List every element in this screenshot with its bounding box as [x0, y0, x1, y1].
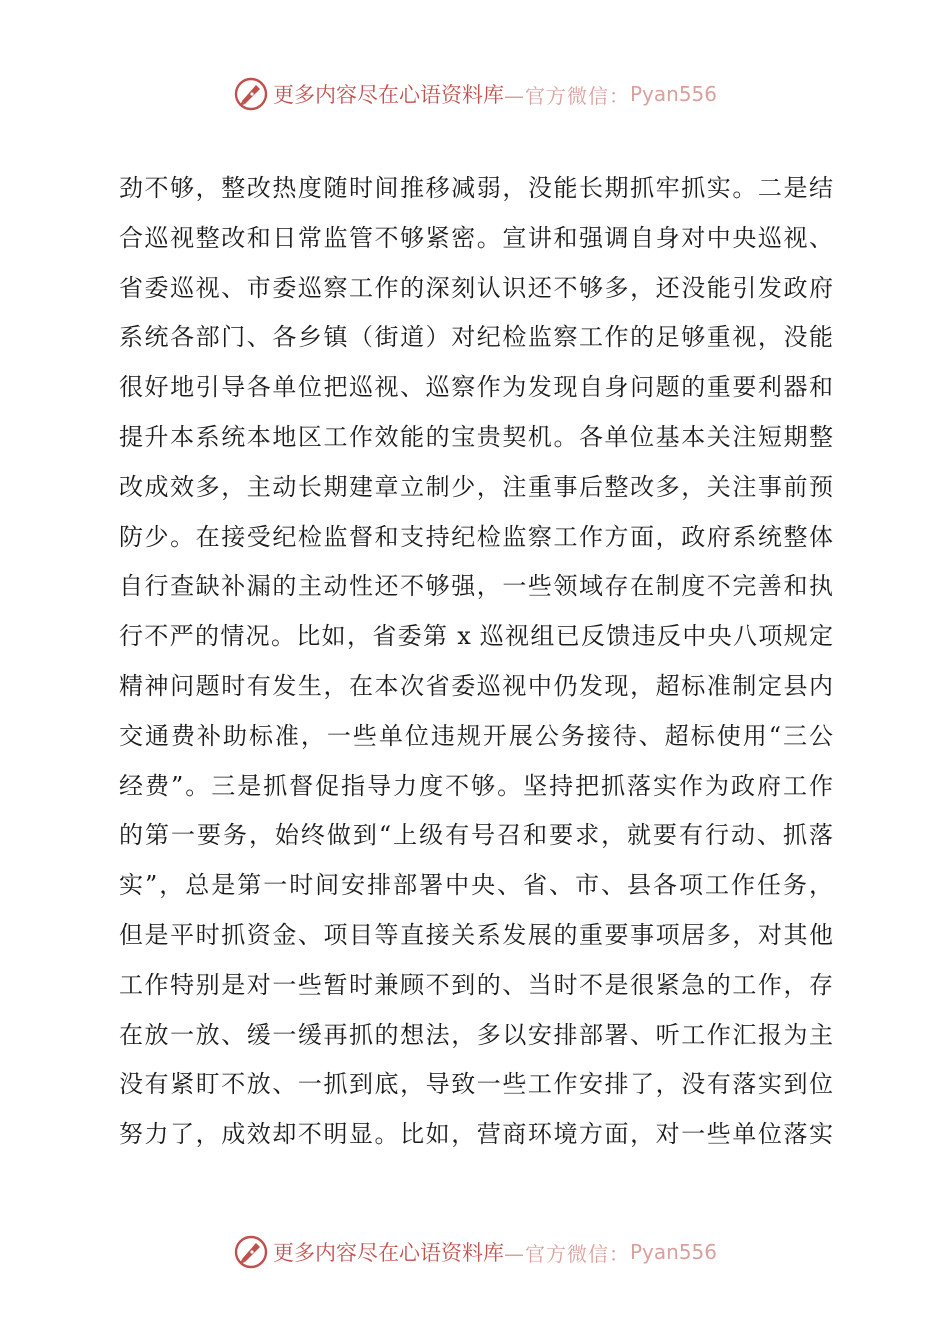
watermark-site-text: 更多内容尽在心语资料库	[272, 83, 504, 107]
text-line: 交通费补助标准，一些单位违规开展公务接待、超标使用“三公	[119, 721, 833, 750]
text-line: 提升本系统本地区工作效能的宝贵契机。各单位基本关注短期整	[119, 422, 833, 451]
watermark-site-text: 更多内容尽在心语资料库	[272, 1241, 504, 1265]
footer-watermark	[0, 1232, 950, 1272]
text-line: 实”，总是第一时间安排部署中央、省、市、县各项工作任务，	[119, 871, 833, 900]
text-line: 但是平时抓资金、项目等直接关系发展的重要事项居多，对其他	[119, 920, 833, 949]
watermark-account-text: Pyan556	[629, 1240, 717, 1264]
text-line: 努力了，成效却不明显。比如，营商环境方面，对一些单位落实	[119, 1120, 833, 1149]
text-line: 精神问题时有发生，在本次省委巡视中仍发现，超标准制定县内	[119, 671, 833, 700]
document-body	[119, 164, 833, 1160]
watermark-account-text: Pyan556	[629, 82, 717, 106]
text-line: 防少。在接受纪检监督和支持纪检监察工作方面，政府系统整体	[119, 522, 833, 551]
watermark-separator-text: —官方微信：	[503, 83, 630, 108]
pen-nib-circle-icon	[233, 1234, 269, 1270]
pen-nib-circle-icon	[233, 76, 269, 112]
text-line: 经费”。三是抓督促指导力度不够。坚持把抓落实作为政府工作	[119, 771, 833, 800]
watermark-separator-text: —官方微信：	[503, 1241, 630, 1266]
text-line: 很好地引导各单位把巡视、巡察作为发现自身问题的重要利器和	[119, 373, 833, 402]
text-line: 的第一要务，始终做到“上级有号召和要求，就要有行动、抓落	[119, 821, 833, 850]
text-line: 改成效多，主动长期建章立制少，注重事后整改多，关注事前预	[119, 472, 833, 501]
text-line: 行不严的情况。比如，省委第 x 巡视组已反馈违反中央八项规定	[119, 622, 833, 651]
text-line: 没有紧盯不放、一抓到底，导致一些工作安排了，没有落实到位	[119, 1070, 833, 1099]
text-line: 劲不够，整改热度随时间推移减弱，没能长期抓牢抓实。二是结	[119, 174, 833, 202]
text-line: 合巡视整改和日常监管不够紧密。宣讲和强调自身对中央巡视、	[119, 223, 833, 252]
text-line: 工作特别是对一些暂时兼顾不到的、当时不是很紧急的工作，存	[119, 970, 833, 999]
text-line: 省委巡视、市委巡察工作的深刻认识还不够多，还没能引发政府	[119, 273, 833, 302]
text-line: 系统各部门、各乡镇（街道）对纪检监察工作的足够重视，没能	[119, 323, 833, 352]
header-watermark	[0, 74, 950, 114]
text-line: 自行查缺补漏的主动性还不够强，一些领域存在制度不完善和执	[119, 572, 833, 601]
text-line: 在放一放、缓一缓再抓的想法，多以安排部署、听工作汇报为主	[119, 1020, 833, 1049]
